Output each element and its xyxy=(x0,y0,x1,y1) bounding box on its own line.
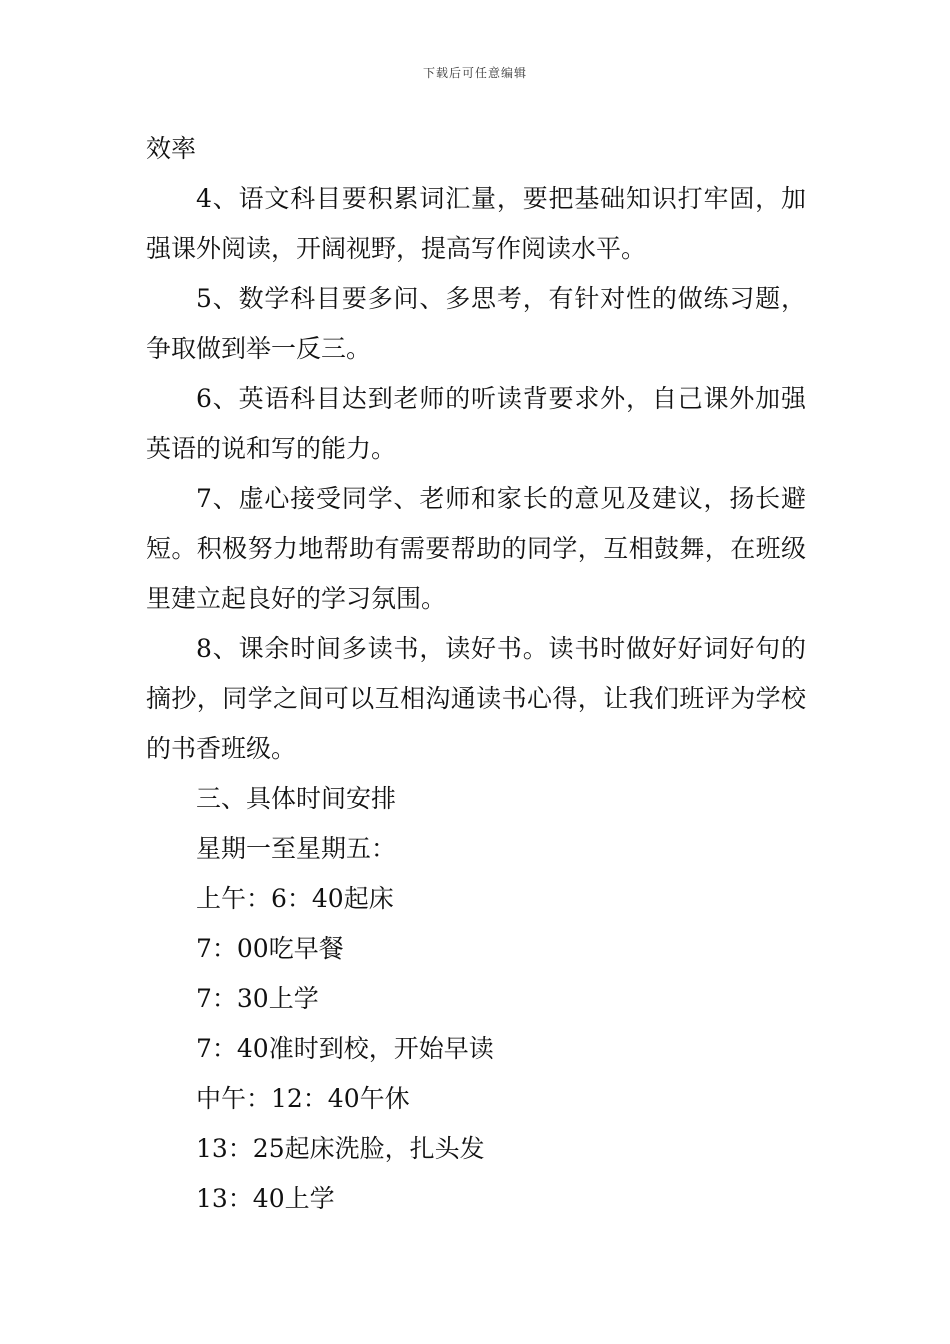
section-heading: 三、具体时间安排 xyxy=(196,784,397,813)
paragraph: 8、课余时间多读书，读好书。读书时做好好词好句的摘抄，同学之间可以互相沟通读书心得，让我们班评为学校的书香班级。 xyxy=(146,634,806,763)
paragraph: 5、数学科目要多问、多思考，有针对性的做练习题，争取做到举一反三。 xyxy=(146,284,806,363)
paragraph: 4、语文科目要积累词汇量，要把基础知识打牢固，加强课外阅读，开阔视野，提高写作阅读水平。 xyxy=(146,184,806,263)
schedule-item: 7：00吃早餐 xyxy=(196,934,344,963)
schedule-item: 上午：6：40起床 xyxy=(196,884,394,913)
page-header: 下载后可任意编辑 xyxy=(422,66,527,80)
document-body xyxy=(146,124,806,1224)
schedule-item: 13：40上学 xyxy=(196,1184,335,1213)
paragraph: 6、英语科目达到老师的听读背要求外，自己课外加强英语的说和写的能力。 xyxy=(146,384,806,463)
schedule-item: 13：25起床洗脸，扎头发 xyxy=(196,1134,485,1163)
schedule-item: 7：30上学 xyxy=(196,984,319,1013)
schedule-item: 中午：12：40午休 xyxy=(196,1084,410,1113)
schedule-item: 7：40准时到校，开始早读 xyxy=(196,1034,494,1063)
paragraph: 效率 xyxy=(146,134,197,163)
schedule-heading: 星期一至星期五： xyxy=(196,834,397,863)
paragraph: 7、虚心接受同学、老师和家长的意见及建议，扬长避短。积极努力地帮助有需要帮助的同学，互相鼓舞，在班级里建立起良好的学习氛围。 xyxy=(146,484,806,613)
